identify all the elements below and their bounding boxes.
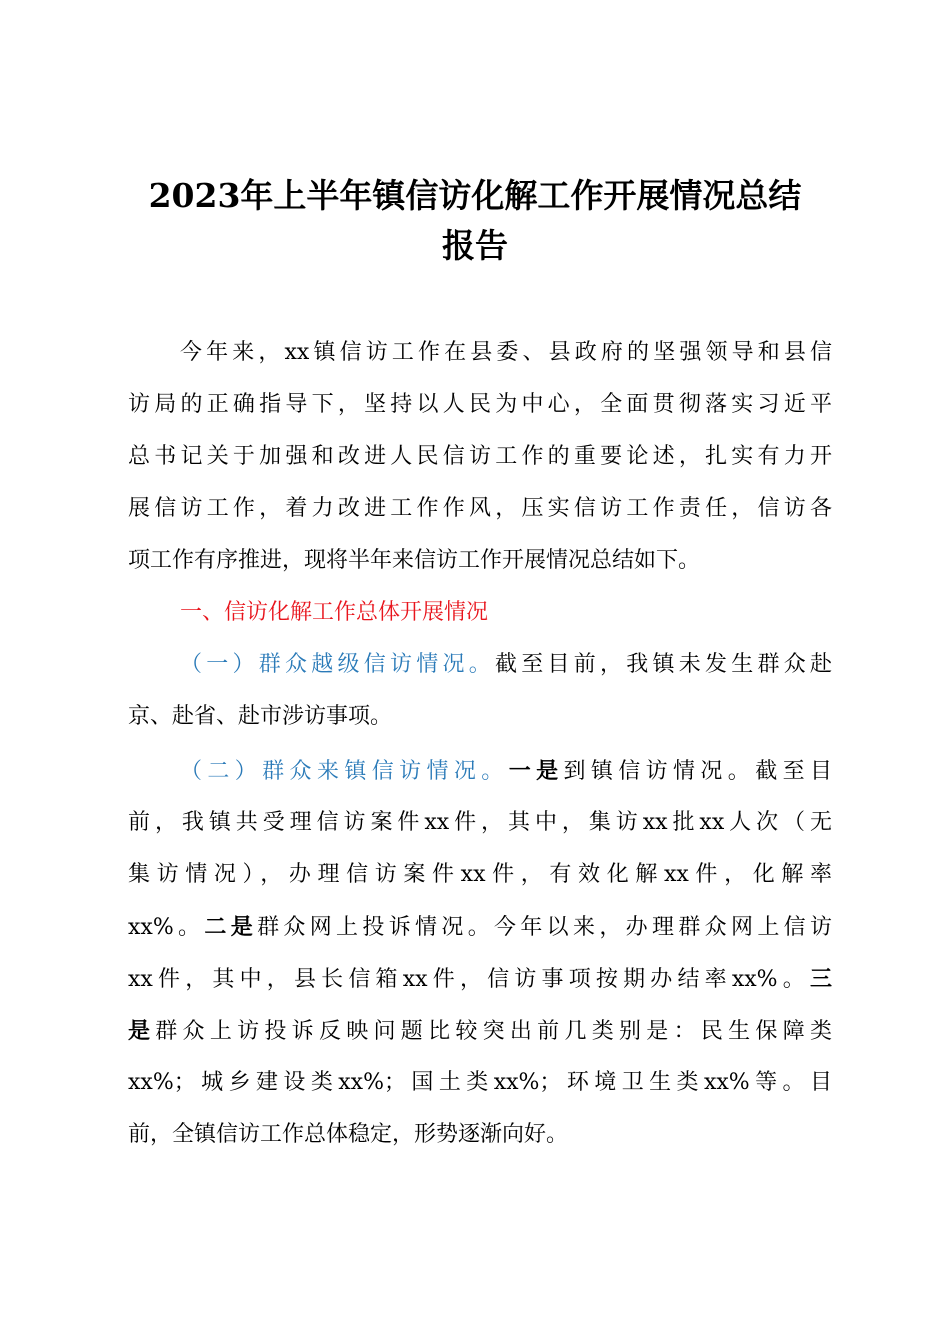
sub2-line-7: xx%；城乡建设类xx%；国土类xx%；环境卫生类xx%等。目 xyxy=(128,1070,832,1095)
intro-line-3: 总书记关于加强和改进人民信访工作的重要论述，扎实有力开 xyxy=(128,444,832,469)
sub1-label: （一）群众越级信访情况。 xyxy=(180,652,495,677)
sub2-line-2: 前，我镇共受理信访案件xx件，其中，集访xx批xx人次（无 xyxy=(128,810,832,835)
sub1-text-1: 截至目前，我镇未发生群众赴 xyxy=(495,652,832,677)
sub2-line5-pre: xx件，其中，县长信箱xx件，信访事项按期办结率xx%。 xyxy=(128,967,810,992)
sub2-line-4 xyxy=(128,901,832,954)
sub1-line-1 xyxy=(180,639,832,691)
intro-line-4: 展信访工作，着力改进工作作风，压实信访工作责任，信访各 xyxy=(128,496,832,521)
intro-line-1: 今年来，xx镇信访工作在县委、县政府的坚强领导和县信 xyxy=(180,340,832,365)
sub2-bold-3b: 是 xyxy=(128,1018,156,1044)
sub2-line-3: 集访情况），办理信访案件xx件，有效化解xx件，化解率 xyxy=(128,862,832,887)
sub2-line-5 xyxy=(128,953,832,1006)
document-title-line2: 报告 xyxy=(442,226,508,265)
sub1-line-2: 京、赴省、赴市涉访事项。 xyxy=(128,704,393,729)
sub2-line-1 xyxy=(180,745,832,798)
sub2-bold-3a: 三 xyxy=(809,966,832,992)
sub2-line4-post: 群众网上投诉情况。今年以来，办理群众网上信访 xyxy=(257,915,832,940)
sub2-line-8: 前，全镇信访工作总体稳定，形势逐渐向好。 xyxy=(128,1122,569,1147)
document-title-line1: 2023年上半年镇信访化解工作开展情况总结 xyxy=(148,176,802,215)
intro-line-2: 访局的正确指导下，坚持以人民为中心，全面贯彻落实习近平 xyxy=(128,392,832,417)
sub2-text-1: 到镇信访情况。截至目 xyxy=(563,759,832,784)
sub2-line4-pre: xx%。 xyxy=(128,915,205,940)
sub2-bold-2: 二是 xyxy=(204,914,258,940)
section-heading-1: 一、信访化解工作总体开展情况 xyxy=(180,600,489,625)
sub2-line-6 xyxy=(128,1005,832,1058)
sub2-label: （二）群众来镇信访情况。 xyxy=(180,759,509,784)
sub2-line6-post: 群众上访投诉反映问题比较突出前几类别是：民生保障类 xyxy=(155,1019,832,1044)
sub2-bold-1: 一是 xyxy=(508,758,564,784)
intro-line-5: 项工作有序推进，现将半年来信访工作开展情况总结如下。 xyxy=(128,548,701,573)
